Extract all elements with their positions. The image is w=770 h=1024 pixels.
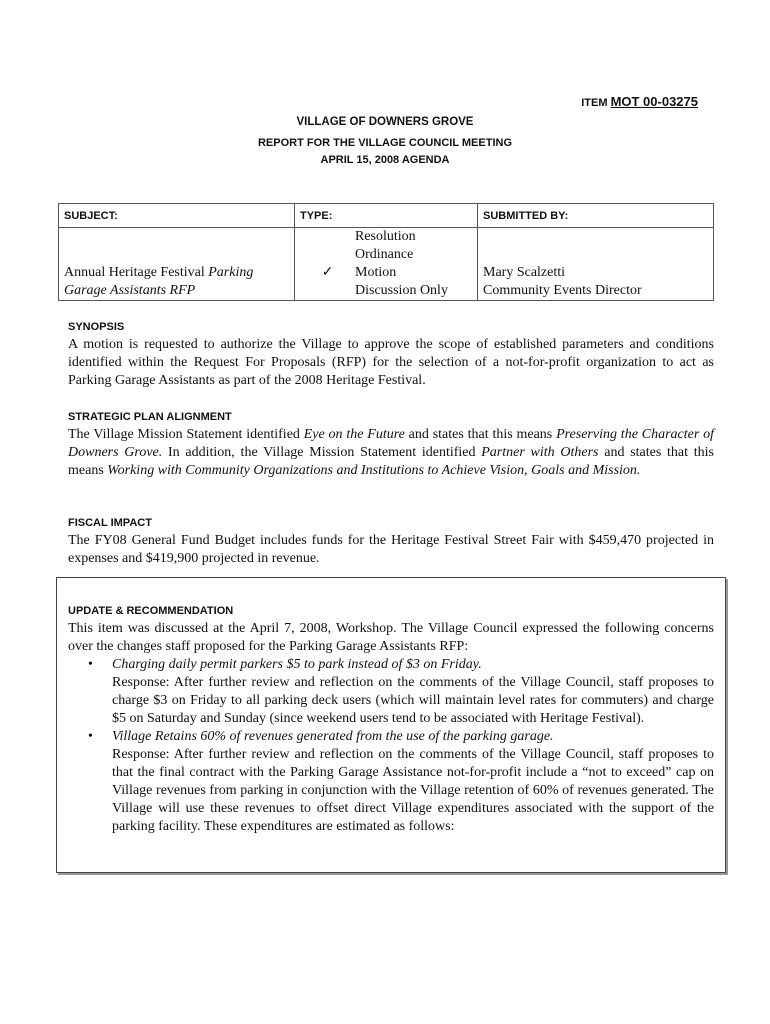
type-option <box>300 282 472 300</box>
submitter-name: Mary Scalzetti <box>483 265 566 280</box>
strategic-text <box>68 426 714 480</box>
strategic-text-part: and states that this means <box>68 445 715 478</box>
strategic-heading: STRATEGIC PLAN ALIGNMENT <box>68 411 232 423</box>
strategic-italic-part: Partner with Others <box>481 445 599 460</box>
synopsis-text: A motion is requested to authorize the Village to approve the scope of established parameters and conditions identified within the Request For Proposals (RFP) for the selection of a not-for-profit organization to act as Parking Garage Assistants as part of the 2008 Heritage Festival. <box>68 337 714 388</box>
update-intro: This item was discussed at the April 7, 2008, Workshop. The Village Council expressed the following concerns over the changes staff proposed for the Parking Garage Assistants RFP: <box>68 621 714 654</box>
strategic-text-part: The Village Mission Statement identified <box>68 427 304 442</box>
document-title: VILLAGE OF DOWNERS GROVE <box>296 116 474 128</box>
strategic-section <box>68 408 714 480</box>
strategic-text-part: In addition, the Village Mission Statement identified <box>162 445 482 460</box>
type-cell <box>295 228 478 301</box>
item-number-value: MOT 00-03275 <box>610 94 698 109</box>
bullet-icon: • <box>88 657 93 672</box>
type-resolution: Resolution <box>355 229 416 244</box>
item-number <box>581 94 698 109</box>
strategic-text-part: and states that this means <box>404 427 557 442</box>
submitted-by-cell <box>478 228 714 301</box>
fiscal-heading: FISCAL IMPACT <box>68 517 152 529</box>
synopsis-heading: SYNOPSIS <box>68 321 125 333</box>
subject-cell <box>59 228 295 301</box>
type-option <box>300 228 472 246</box>
strategic-italic-part: Eye on the Future <box>303 427 405 442</box>
type-ordinance: Ordinance <box>355 247 414 262</box>
subject-text: Annual Heritage Festival <box>64 265 209 280</box>
type-option <box>300 246 472 264</box>
type-motion: Motion <box>355 265 397 280</box>
concern-response: Response: After further review and reflection on the comments of the Village Council, staff proposes to that the final contract with the Parking Garage Assistance not-for-profit include a “not to exceed” cap on Village revenues from parking in conjunction with the Village retention of 60% of revenues generated. The Village will use these revenues to offset direct Village expenditures associated with the support of the parking facility. These expenditures are estimated as follows: <box>112 747 714 834</box>
concern-title: Village Retains 60% of revenues generated from the use of the parking garage. <box>112 729 554 744</box>
concern-response: Response: After further review and reflection on the comments of the Village Council, staff proposes to charge $3 on Friday to all parking deck users (which will maintain level rates for commuters) and charge $5 on Saturday and Sunday (since weekend users tend to be associated with Heritage Festival). <box>112 675 714 726</box>
report-subtitle: REPORT FOR THE VILLAGE COUNCIL MEETING <box>257 137 513 149</box>
item-label: ITEM <box>581 97 608 109</box>
strategic-italic-part: Working with Community Organizations and Institutions to Achieve Vision, Goals and Mission. <box>107 463 641 478</box>
update-section <box>68 602 714 836</box>
agenda-date: APRIL 15, 2008 AGENDA <box>320 154 450 166</box>
fiscal-section <box>68 514 714 568</box>
submitter-title: Community Events Director <box>483 283 642 298</box>
synopsis-section <box>68 318 714 390</box>
info-table <box>58 203 714 301</box>
update-heading: UPDATE & RECOMMENDATION <box>68 605 234 617</box>
strategic-italic-part: Preserving the Character of Downers Grove. <box>68 427 714 460</box>
check-icon: ✓ <box>321 265 334 280</box>
type-option <box>300 264 472 282</box>
subject-header: SUBJECT: <box>59 204 295 228</box>
fiscal-text: The FY08 General Fund Budget includes funds for the Heritage Festival Street Fair with $459,470 projected in expenses and $419,900 projected in revenue. <box>68 533 714 566</box>
bullet-icon: • <box>88 729 93 744</box>
list-item <box>68 656 714 728</box>
submitted-by-header: SUBMITTED BY: <box>478 204 714 228</box>
type-header: TYPE: <box>295 204 478 228</box>
concern-title: Charging daily permit parkers $5 to park instead of $3 on Friday. <box>112 657 482 672</box>
type-discussion-only: Discussion Only <box>355 283 448 298</box>
list-item <box>68 728 714 836</box>
subject-italic-text: Parking Garage Assistants RFP <box>64 265 254 298</box>
